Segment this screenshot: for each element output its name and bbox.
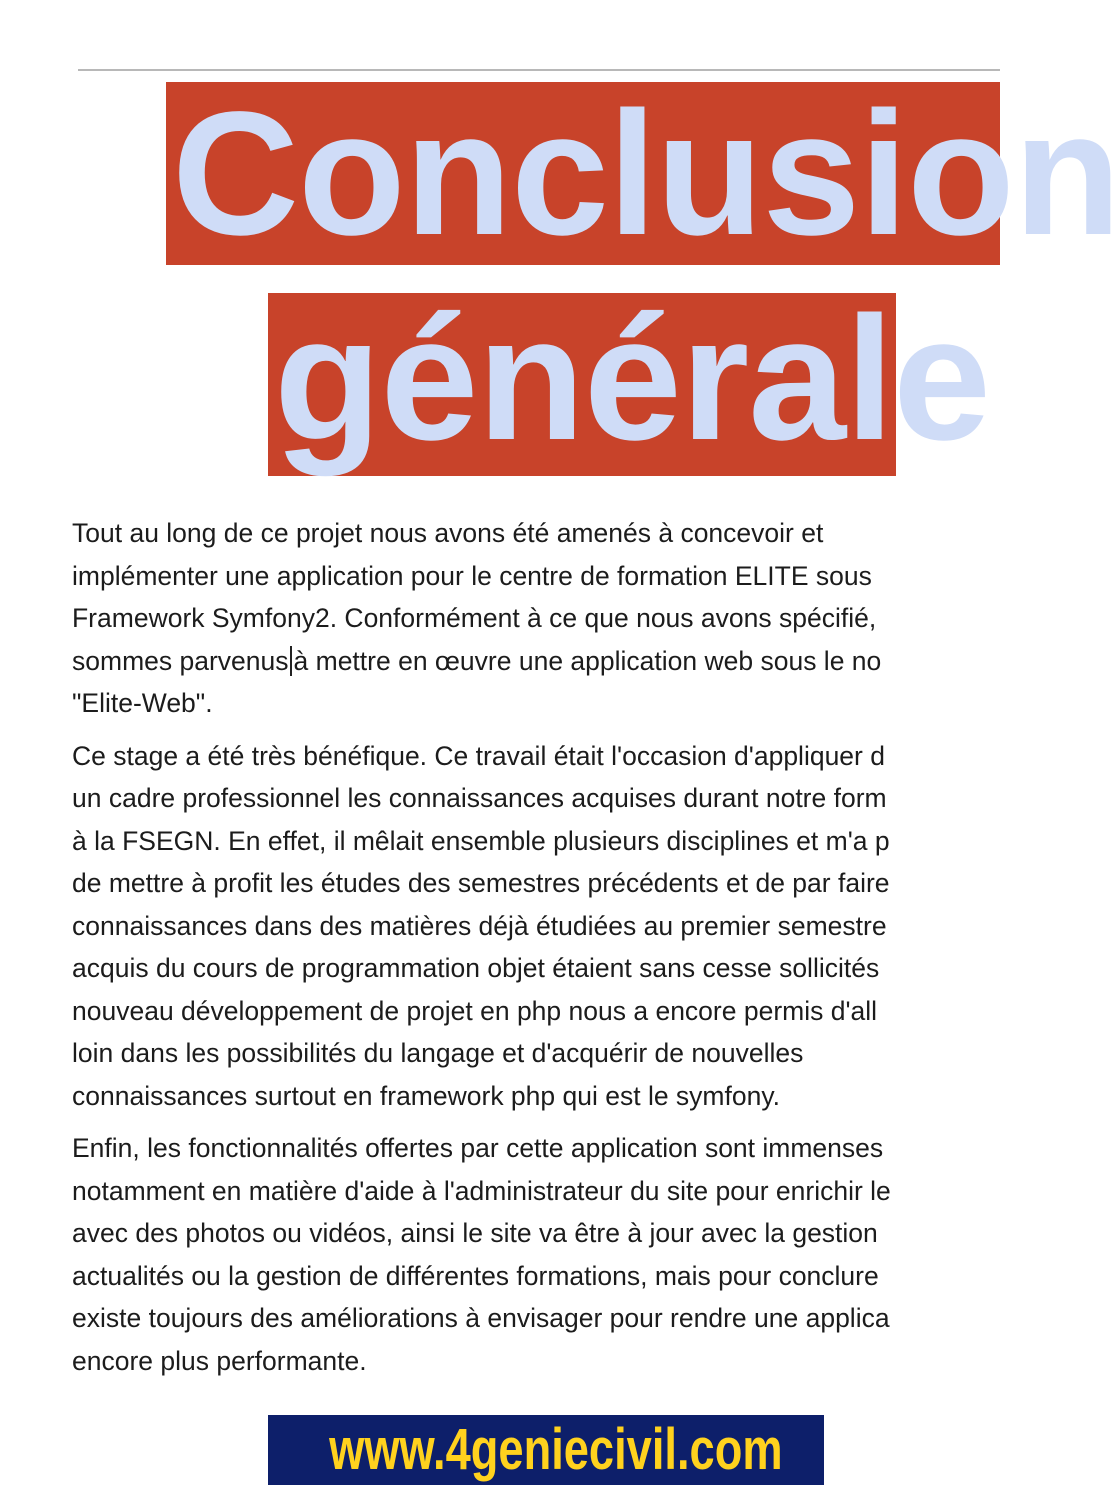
text-line: encore plus performante. [72, 1345, 367, 1376]
text-cursor [290, 646, 292, 676]
text-line: connaissances dans des matières déjà étudiées au premier semestre [72, 910, 887, 941]
title-line-1: Conclusion [172, 76, 1120, 272]
paragraph-3 [72, 1127, 1000, 1382]
text-line: loin dans les possibilités du langage et d'acquérir de nouvelles [72, 1038, 804, 1068]
text-line: Framework Symfony2. Conformément à ce que nous avons spécifié, [72, 603, 877, 633]
text-line: acquis du cours de programmation objet étaient sans cesse sollicités [72, 953, 880, 983]
text-line: avec des photos ou vidéos, ainsi le site va être à jour avec la gestion [72, 1218, 878, 1248]
text-line: implémenter une application pour le centre de formation ELITE sous [72, 560, 872, 591]
text-line: connaissances surtout en framework php qui est le symfony. [72, 1080, 780, 1111]
text-line: de mettre à profit les études des semestres précédents et de par faire [72, 868, 890, 898]
text-line: Enfin, les fonctionnalités offertes par cette application sont immenses [72, 1133, 884, 1163]
text-line: à la FSEGN. En effet, il mêlait ensemble plusieurs disciplines et m'a p [72, 825, 890, 856]
text-segment: à mettre en œuvre une application web sous le no [293, 645, 882, 676]
text-line: "Elite-Web". [72, 688, 213, 718]
website-banner [268, 1415, 824, 1485]
text-line-with-caret [72, 640, 1000, 683]
paragraph-2 [72, 735, 1000, 1118]
title-line-1-block [166, 76, 1120, 272]
text-line: un cadre professionnel les connaissances acquises durant notre form [72, 783, 887, 813]
text-segment: sommes parvenus [72, 645, 289, 676]
text-line: nouveau développement de projet en php nous a encore permis d'all [72, 995, 878, 1026]
title-line-2-block [268, 281, 990, 477]
text-line: existe toujours des améliorations à envisager pour rendre une applica [72, 1303, 890, 1333]
text-line: notamment en matière d'aide à l'administrateur du site pour enrichir le [72, 1175, 891, 1206]
document-body[interactable] [72, 512, 1000, 1392]
title-line-2: générale [274, 281, 990, 477]
text-line: Ce stage a été très bénéfique. Ce travail était l'occasion d'appliquer d [72, 740, 885, 771]
top-rule [78, 69, 1000, 71]
paragraph-1 [72, 512, 1000, 725]
text-line: actualités ou la gestion de différentes formations, mais pour conclure [72, 1260, 879, 1291]
website-url: www.4geniecivil.com [329, 1417, 783, 1482]
text-line: Tout au long de ce projet nous avons été amenés à concevoir et [72, 518, 824, 548]
